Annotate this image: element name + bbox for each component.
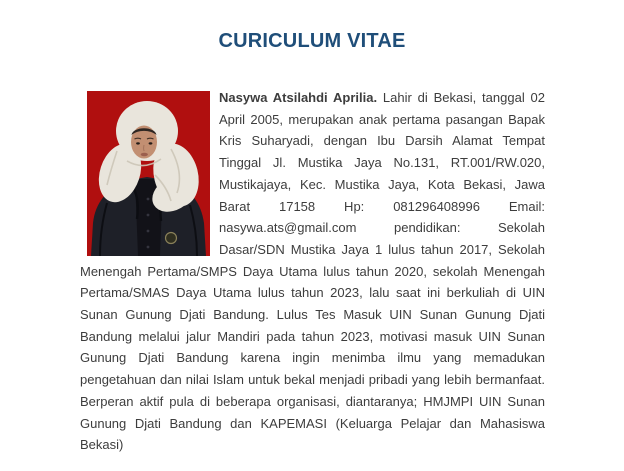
bio-text: Lahir di Bekasi, tanggal 02 April 2005, merupakan anak pertama pasangan Bapak Kris Suharyadi, dengan Ibu Darsih Alamat Tempat Tinggal Jl. Mustika Jaya No.131, RT.001/RW.020, Mustikajaya, Kec. Mustika Jaya, Kota Bekasi, Jawa Barat 17158 Hp: 081296408996 Email: nasywa.ats@gmail.com pendidikan: Sekolah Dasar/SDN Mustika Jaya 1 lulus tahun 2017, Sekolah Menengah Pertama/SMPS Daya Utama lulus tahun 2020, sekolah Menengah Pertama/SMAS Daya Utama lulus tahun 2023, lalu saat ini berkuliah di UIN Sunan Gunung Djati Bandung. Lulus Tes Masuk UIN Sunan Gunung Djati Bandung melalui jalur Mandiri pada tahun 2023, motivasi masuk UIN Sunan Gunung Djati Bandung karena ingin menimba ilmu yang memadukan pengetahuan dan nilai Islam untuk bekal menjadi pribadi yang lebih bermanfaat. Berperan aktif pula di beberapa organisasi, diantaranya; HMJMPI UIN Sunan Gunung Djati Bandung dan KAPEMASI (Keluarga Pelajar dan Mahasiswa Bekasi) xyxy=(80,90,545,453)
profile-photo xyxy=(87,91,210,256)
lapel-pin xyxy=(166,233,177,244)
person-name: Nasywa Atsilahdi Aprilia. xyxy=(219,90,378,105)
cv-paragraph xyxy=(80,87,545,456)
page-title: CURICULUM VITAE xyxy=(218,30,406,52)
portrait-illustration xyxy=(87,91,210,256)
